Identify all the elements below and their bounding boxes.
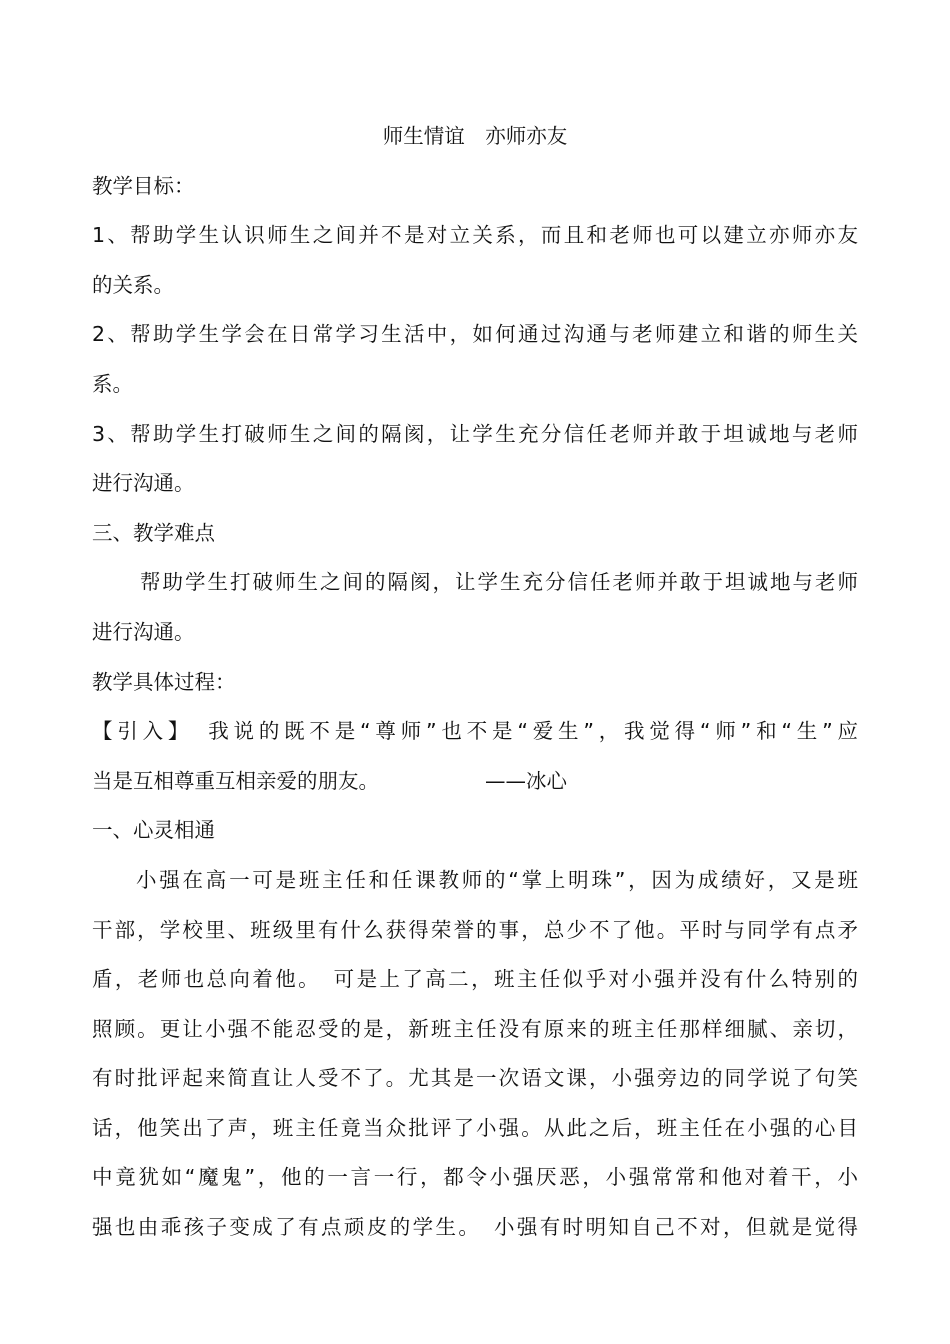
- story-line-5: 有时批评起来简直让人受不了。尤其是一次语文课，小强旁边的同学说了句笑: [92, 1066, 858, 1091]
- goal-3-line-2: 进行沟通。: [92, 471, 195, 496]
- document-page: [92, 112, 858, 1253]
- goal-3-line-1: 3、帮助学生打破师生之间的隔阂，让学生充分信任老师并敢于坦诚地与老师: [92, 421, 858, 446]
- difficulty-line-1: 帮助学生打破师生之间的隔阂，让学生充分信任老师并敢于坦诚地与老师: [140, 570, 858, 595]
- heading-teaching-goals: 教学目标：: [92, 173, 195, 198]
- intro-quote-line-1: 【引入】 我说的既不是“尊师”也不是“爱生”，我觉得“师”和“生”应: [92, 719, 858, 744]
- heading-section-1: 一、心灵相通: [92, 818, 215, 843]
- story-line-2: 干部，学校里、班级里有什么获得荣誉的事，总少不了他。平时与同学有点矛: [92, 917, 858, 942]
- intro-quote-line-2: [92, 757, 858, 807]
- quote-author: ——冰心: [485, 768, 567, 793]
- goal-2-line-2: 系。: [92, 371, 133, 396]
- heading-teaching-difficulty: 三、教学难点: [92, 520, 215, 545]
- heading-teaching-process: 教学具体过程：: [92, 669, 236, 694]
- story-line-8: 强也由乖孩子变成了有点顽皮的学生。 小强有时明知自己不对，但就是觉得: [92, 1215, 858, 1240]
- goal-2-line-1: 2、帮助学生学会在日常学习生活中，如何通过沟通与老师建立和谐的师生关: [92, 322, 858, 347]
- difficulty-line-2: 进行沟通。: [92, 619, 195, 644]
- goal-1-line-2: 的关系。: [92, 272, 174, 297]
- story-line-6: 话，他笑出了声，班主任竟当众批评了小强。从此之后，班主任在小强的心目: [92, 1115, 858, 1140]
- goal-1-line-1: 1、帮助学生认识师生之间并不是对立关系，而且和老师也可以建立亦师亦友: [92, 223, 858, 248]
- intro-quote-text: 当是互相尊重互相亲爱的朋友。: [92, 768, 379, 793]
- story-line-4: 照顾。更让小强不能忍受的是，新班主任没有原来的班主任那样细腻、亲切，: [92, 1016, 858, 1041]
- story-line-1: 小强在高一可是班主任和任课教师的“掌上明珠”，因为成绩好，又是班: [136, 867, 858, 892]
- document-title: 师生情谊 亦师亦友: [382, 124, 568, 148]
- story-line-3: 盾，老师也总向着他。 可是上了高二，班主任似乎对小强并没有什么特别的: [92, 967, 858, 992]
- story-line-7: 中竟犹如“魔鬼”，他的一言一行，都令小强厌恶，小强常常和他对着干，小: [92, 1165, 858, 1190]
